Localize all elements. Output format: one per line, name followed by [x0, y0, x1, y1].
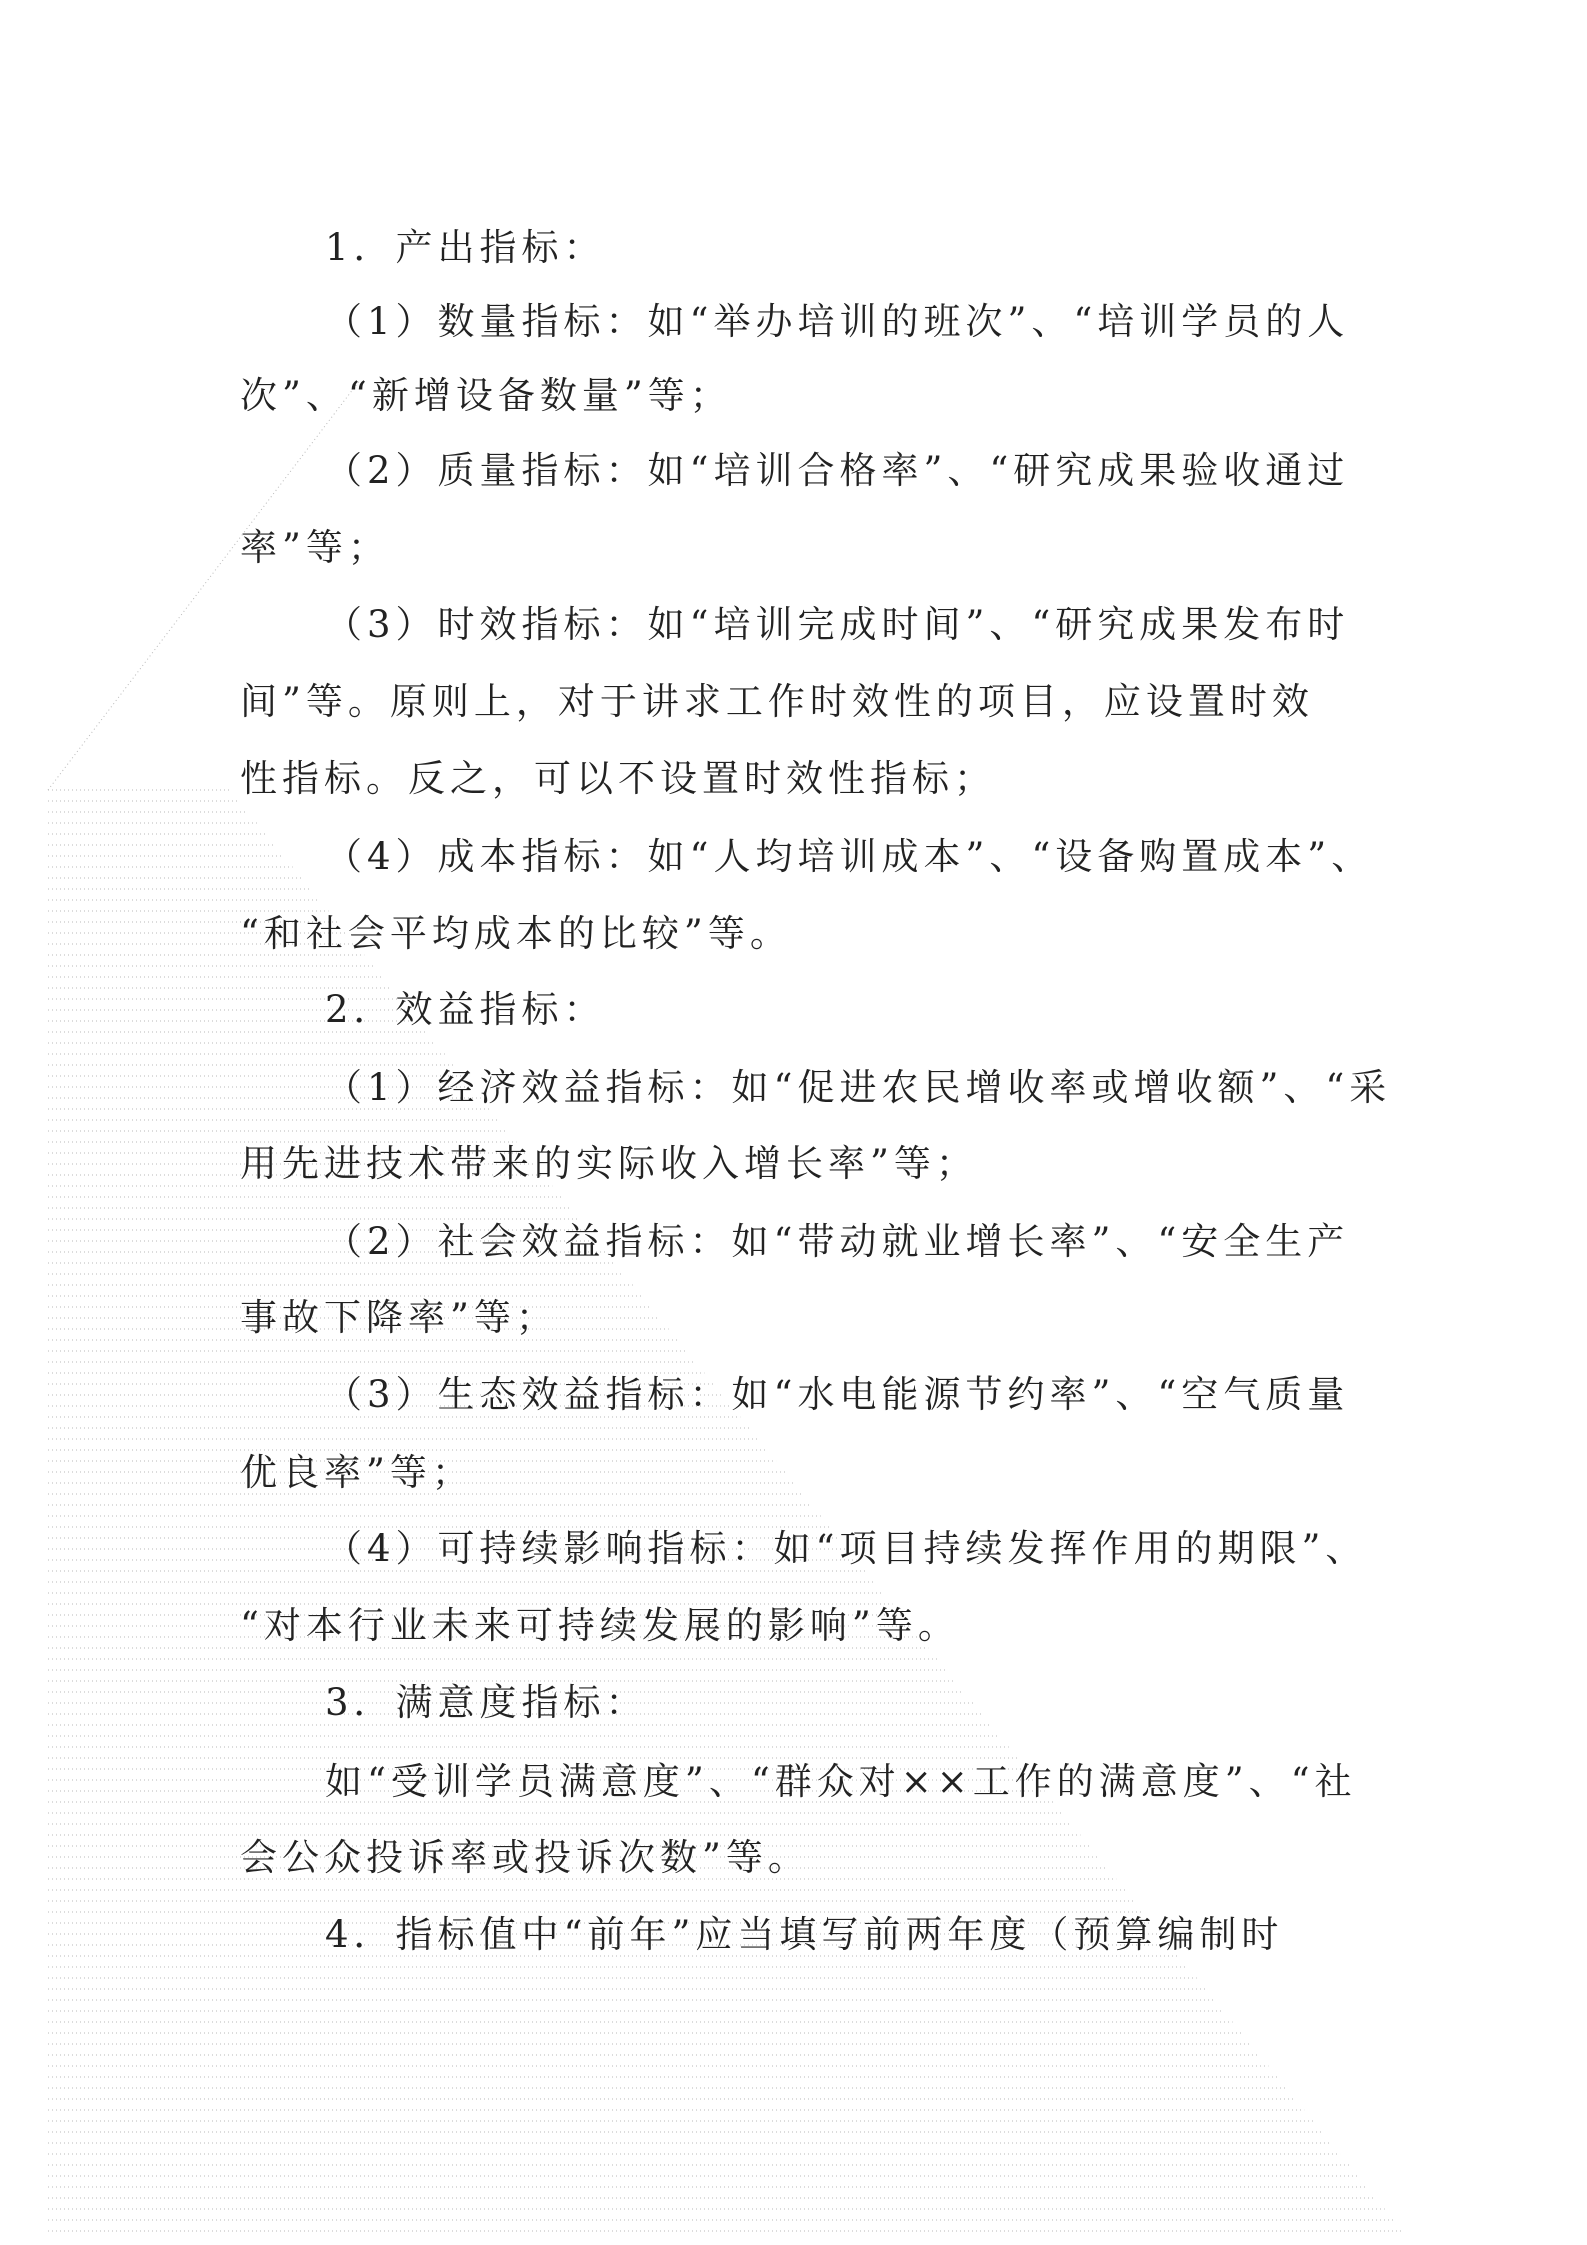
- paragraph-line: 事故下降率”等；: [240, 1296, 558, 1339]
- paragraph-line: 如“受训学员满意度”、“群众对××工作的满意度”、“社: [325, 1760, 1357, 1803]
- paragraph-line: 间”等。原则上，对于讲求工作时效性的项目，应设置时效: [240, 680, 1314, 723]
- paragraph-line: （2）质量指标：如“培训合格率”、“研究成果验收通过: [325, 449, 1350, 492]
- paragraph-line: （4）可持续影响指标：如“项目持续发挥作用的期限”、: [325, 1527, 1368, 1570]
- paragraph-line: 4．指标值中“前年”应当填写前两年度（预算编制时: [325, 1913, 1284, 1956]
- paragraph-line: 性指标。反之，可以不设置时效性指标；: [240, 757, 996, 800]
- paragraph-line: 会公众投诉率或投诉次数”等。: [240, 1836, 810, 1879]
- paragraph-line: “对本行业未来可持续发展的影响”等。: [240, 1604, 960, 1647]
- heading-output-indicators: 1．产出指标：: [325, 226, 606, 269]
- paragraph-line: （2）社会效益指标：如“带动就业增长率”、“安全生产: [325, 1220, 1350, 1263]
- paragraph-line: “和社会平均成本的比较”等。: [240, 912, 792, 955]
- paragraph-line: 优良率”等；: [240, 1451, 474, 1494]
- paragraph-line: 次”、“新增设备数量”等；: [240, 374, 732, 417]
- paragraph-line: 率”等；: [240, 526, 390, 569]
- paragraph-line: （4）成本指标：如“人均培训成本”、“设备购置成本”、: [325, 835, 1374, 878]
- paragraph-line: 用先进技术带来的实际收入增长率”等；: [240, 1142, 978, 1185]
- heading-benefit-indicators: 2．效益指标：: [325, 988, 606, 1031]
- paragraph-line: （1）经济效益指标：如“促进农民增收率或增收额”、“采: [325, 1066, 1392, 1109]
- paragraph-line: （3）时效指标：如“培训完成时间”、“研究成果发布时: [325, 603, 1350, 646]
- paragraph-line: （1）数量指标：如“举办培训的班次”、“培训学员的人: [325, 300, 1350, 343]
- heading-satisfaction-indicators: 3．满意度指标：: [325, 1681, 648, 1724]
- paragraph-line: （3）生态效益指标：如“水电能源节约率”、“空气质量: [325, 1373, 1350, 1416]
